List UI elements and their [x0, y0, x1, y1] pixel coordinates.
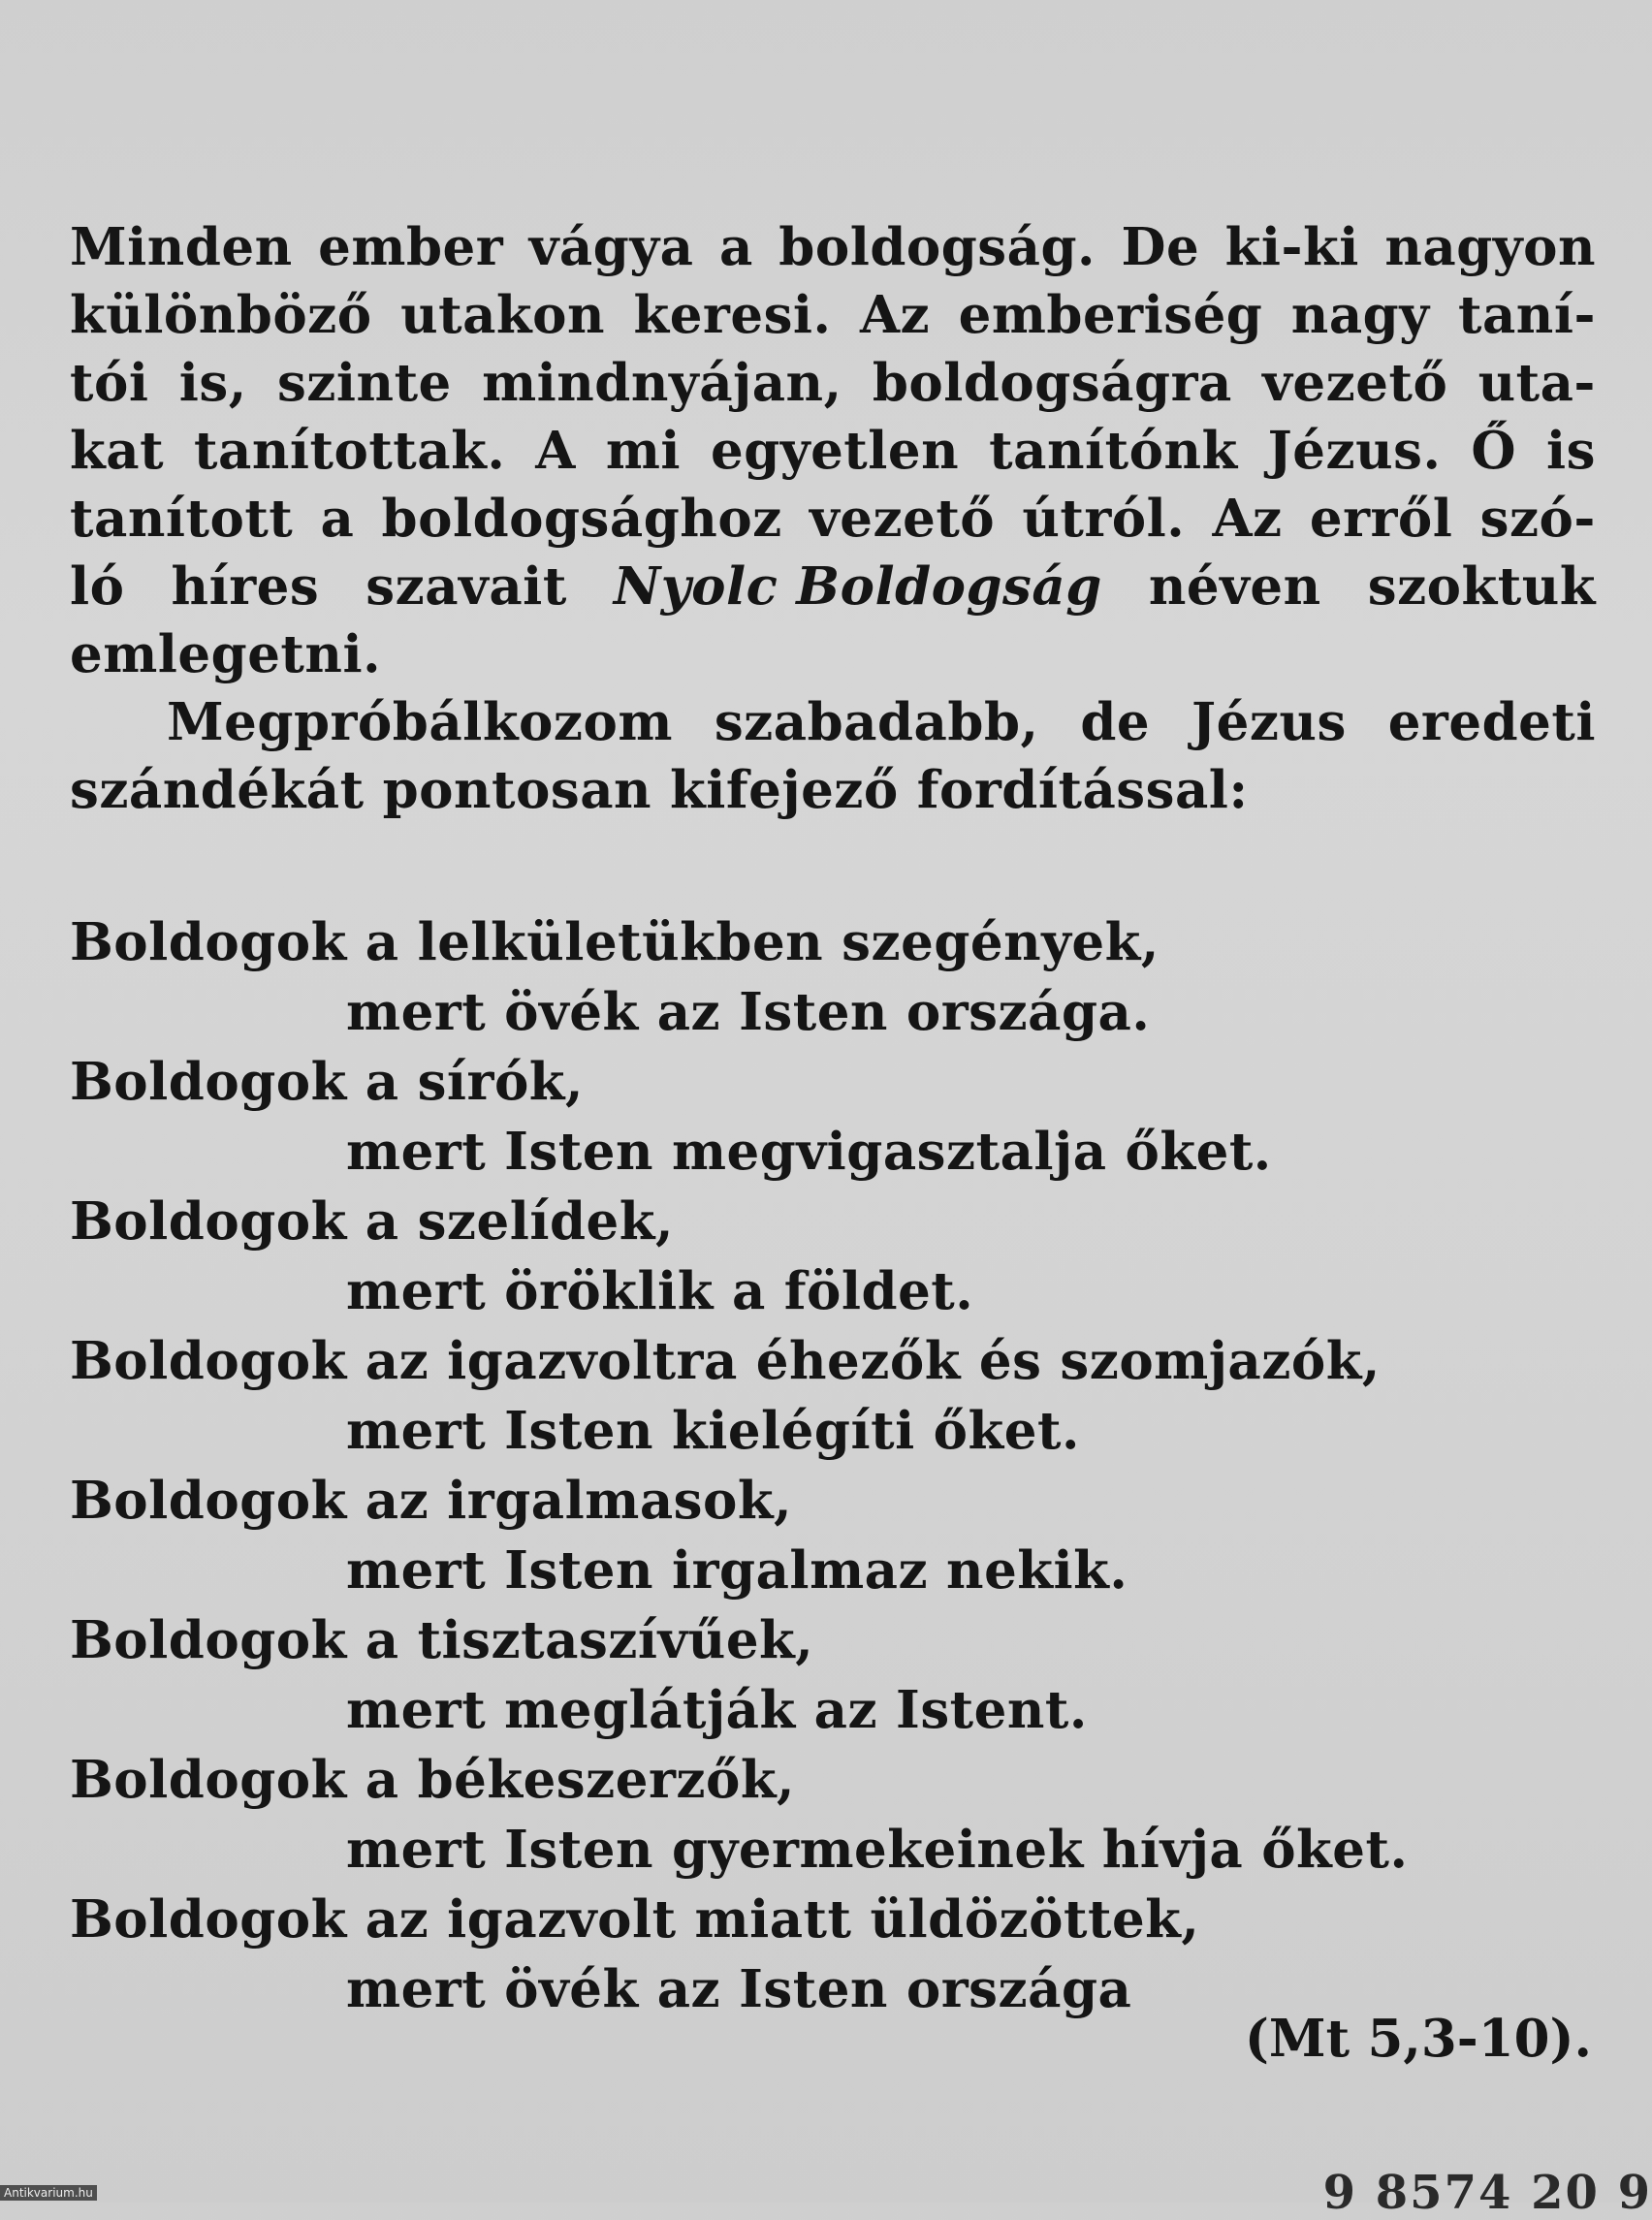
word: ember [318, 217, 504, 277]
blessing-line: Boldogok az irgalmasok, [70, 1471, 793, 1531]
blessing-line: Boldogok a békeszerzők, [70, 1750, 795, 1810]
word: tói [70, 353, 149, 413]
reason-line: mert öröklik a földet. [346, 1261, 974, 1321]
reason-line: mert Isten gyermekeinek hívja őket. [346, 1820, 1409, 1880]
word: is, [178, 353, 247, 413]
italic-title-nyolc-boldogsag: Nyolc Boldogság [613, 556, 1102, 617]
blessing-line: Boldogok a sírók, [70, 1052, 584, 1112]
word: szoktuk [1367, 556, 1596, 617]
word: De [1121, 217, 1200, 277]
word: különböző [70, 285, 372, 345]
beatitudes-list [70, 907, 1602, 2024]
cut-off-isbn-text: 9 8574 20 9 [1322, 2166, 1652, 2220]
word: erről [1309, 489, 1453, 549]
word: emlegetni. [70, 624, 382, 684]
word: utakon [400, 285, 606, 345]
word: ló [70, 556, 125, 617]
word: a [718, 217, 753, 277]
word: egyetlen [711, 421, 960, 481]
intro-paragraph [70, 213, 1596, 824]
word: Megpróbálkozom [167, 692, 673, 752]
word: mindnyájan, [482, 353, 842, 413]
word: vezető [1262, 353, 1448, 413]
word: vágya [528, 217, 694, 277]
intro-line-6 [70, 553, 1596, 620]
word: mi [605, 421, 682, 481]
blessing-line: Boldogok a tisztaszívűek, [70, 1610, 814, 1670]
word: nagy [1290, 285, 1430, 345]
word: kat [70, 421, 165, 481]
reason-line: mert Isten kielégíti őket. [346, 1401, 1080, 1461]
word: tanított [70, 489, 294, 549]
reason-line: mert meglátják az Istent. [346, 1680, 1088, 1740]
line-text: szándékát pontosan kifejező fordítással: [70, 760, 1249, 820]
word: keresi. [633, 285, 832, 345]
word: Jézus. [1267, 421, 1442, 481]
word: Az [859, 285, 931, 345]
blessing-line: Boldogok a szelídek, [70, 1191, 674, 1252]
word: tanítónk [989, 421, 1238, 481]
word: Az [1212, 489, 1283, 549]
word: Minden [70, 217, 293, 277]
word: boldogságra [872, 353, 1232, 413]
blessing-line: Boldogok az igazvoltra éhezők és szomjazók, [70, 1331, 1381, 1391]
word: is [1545, 421, 1596, 481]
word: Ő [1471, 421, 1517, 481]
word: eredeti [1387, 692, 1596, 752]
reason-line: mert Isten megvigasztalja őket. [346, 1122, 1272, 1182]
blessing-line: Boldogok az igazvolt miatt üldözöttek, [70, 1889, 1200, 1950]
intro-line-1 [70, 213, 1596, 281]
word: szinte [276, 353, 452, 413]
paragraph-2-line-1 [70, 688, 1596, 756]
intro-line-4 [70, 417, 1596, 485]
word: nagyon [1384, 217, 1596, 277]
paragraph-2-line-2 [70, 756, 1596, 824]
intro-line-5 [70, 485, 1596, 553]
intro-line-3 [70, 349, 1596, 417]
word: szabadabb, [714, 692, 1039, 752]
word: ki-ki [1224, 217, 1359, 277]
reason-line: mert övék az Isten országa. [346, 982, 1151, 1042]
word: boldogsághoz [381, 489, 782, 549]
reason-line: mert Isten irgalmaz nekik. [346, 1540, 1128, 1601]
reason-line: mert övék az Isten országa [346, 1959, 1132, 2019]
blessing-line: Boldogok a lelkületükben szegények, [70, 912, 1160, 972]
word: boldogság. [778, 217, 1096, 277]
word: uta- [1477, 353, 1596, 413]
word: szó- [1479, 489, 1596, 549]
word: de [1080, 692, 1151, 752]
watermark-label: Antikvarium.hu [0, 2185, 97, 2201]
word: vezető [809, 489, 996, 549]
word: Jézus [1191, 692, 1347, 752]
word: útról. [1022, 489, 1186, 549]
word: a [320, 489, 355, 549]
intro-line-2 [70, 281, 1596, 349]
word: tanítottak. [194, 421, 506, 481]
word: taní- [1457, 285, 1596, 345]
scripture-citation: (Mt 5,3-10). [1244, 2009, 1592, 2069]
word: szavait [365, 556, 567, 617]
word: emberiség [958, 285, 1263, 345]
word: A [535, 421, 576, 481]
word: néven [1148, 556, 1321, 617]
intro-line-7 [70, 620, 1596, 688]
word: híres [171, 556, 320, 617]
